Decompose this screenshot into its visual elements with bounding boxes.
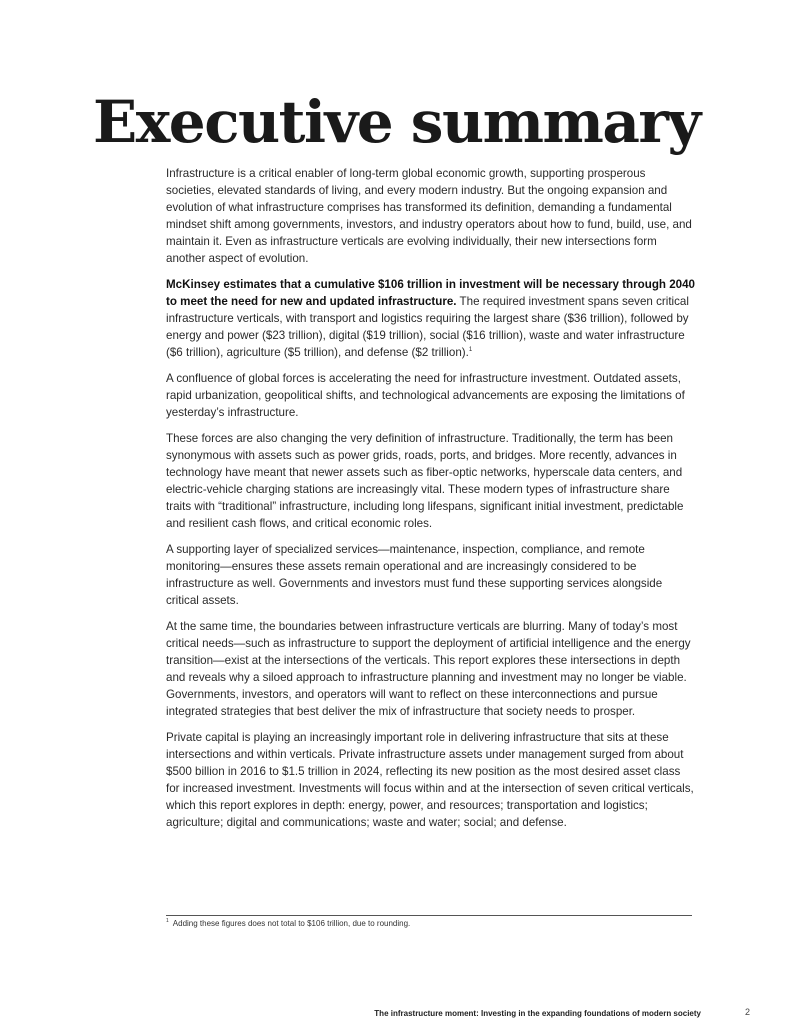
page-number: 2 xyxy=(745,1007,751,1017)
paragraph-text: The required investment spans seven critical infrastructure verticals, with transport and logistics requiring the largest share ($36 trillion), followed by energy and power ($23 trillion), digital ($19 trillion), social ($16 trillion), waste and water infrastructure ($6 trillion), agriculture ($5 trillion), and defense ($2 trillion). xyxy=(166,295,689,359)
footnote-text: Adding these figures does not total to $106 trillion, due to rounding. xyxy=(172,919,411,928)
running-footer-title: The infrastructure moment: Investing in the expanding foundations of modern society xyxy=(374,1009,701,1018)
paragraph-lead: McKinsey estimates that a cumulative $106 trillion in investment will be necessary through 2040 to meet the need for new and updated infrastructure. xyxy=(166,278,695,308)
paragraph-text: Private capital is playing an increasingly important role in delivering infrastructure that sits at these intersections and within verticals. Private infrastructure assets under management surged from about $500 billion in 2016 to $1.5 trillion in 2024, reflecting its new position as the most desired asset class for increased investment. Investments will focus within and at the intersection of seven critical verticals, which this report explores in depth: energy, power, and resources; transportation and logistics; agriculture; digital and communications; waste and water; social; and defense. xyxy=(166,731,694,829)
paragraph-text: A supporting layer of specialized services—maintenance, inspection, compliance, and remote monitoring—ensures these assets remain operational and are increasingly considered to be infrastructure as well. Governments and investors must fund these supporting services alongside critical assets. xyxy=(166,543,663,607)
footnote-number: 1 xyxy=(166,918,169,925)
paragraph-6 xyxy=(166,618,696,720)
paragraph-3 xyxy=(166,370,696,421)
paragraph-7 xyxy=(166,729,696,831)
body-text xyxy=(166,165,696,840)
footnote-reference[interactable]: 1 xyxy=(468,347,473,354)
footnote-divider xyxy=(166,915,692,916)
paragraph-text: Infrastructure is a critical enabler of long-term global economic growth, supporting prosperous societies, elevated standards of living, and every modern industry. But the ongoing expansion and evolution of what infrastructure comprises has transformed its definition, demanding a fundamental mindset shift among governments, investors, and industry operators about how to fund, build, use, and maintain it. Even as infrastructure verticals are evolving individually, their new intersections form another aspect of evolution. xyxy=(166,167,692,265)
paragraph-2 xyxy=(166,276,696,361)
paragraph-text: At the same time, the boundaries between infrastructure verticals are blurring. Many of today’s most critical needs—such as infrastructure to support the deployment of artificial intelligence and the energy transition—exist at the intersections of the verticals. This report explores these intersections in depth and reveals why a siloed approach to infrastructure planning and investment may no longer be viable. Governments, investors, and operators will want to reflect on these interconnections and pursue integrated strategies that best deliver the mix of infrastructure that society needs to prosper. xyxy=(166,620,691,718)
footnote xyxy=(166,918,692,929)
paragraph-4 xyxy=(166,430,696,532)
page-title: Executive summary xyxy=(93,88,700,156)
paragraph-text: These forces are also changing the very definition of infrastructure. Traditionally, the term has been synonymous with assets such as power grids, roads, ports, and bridges. More recently, advances in technology have meant that newer assets such as fiber-optic networks, hyperscale data centers, and electric-vehicle charging stations are increasingly vital. These modern types of infrastructure share traits with “traditional” infrastructure, including long lifespans, significant initial investment, predictable and resilient cash flows, and critical economic roles. xyxy=(166,432,684,530)
paragraph-text: A confluence of global forces is accelerating the need for infrastructure investment. Outdated assets, rapid urbanization, geopolitical shifts, and technological advancements are exposing the limitations of yesterday’s infrastructure. xyxy=(166,372,685,419)
paragraph-5 xyxy=(166,541,696,609)
paragraph-1 xyxy=(166,165,696,267)
